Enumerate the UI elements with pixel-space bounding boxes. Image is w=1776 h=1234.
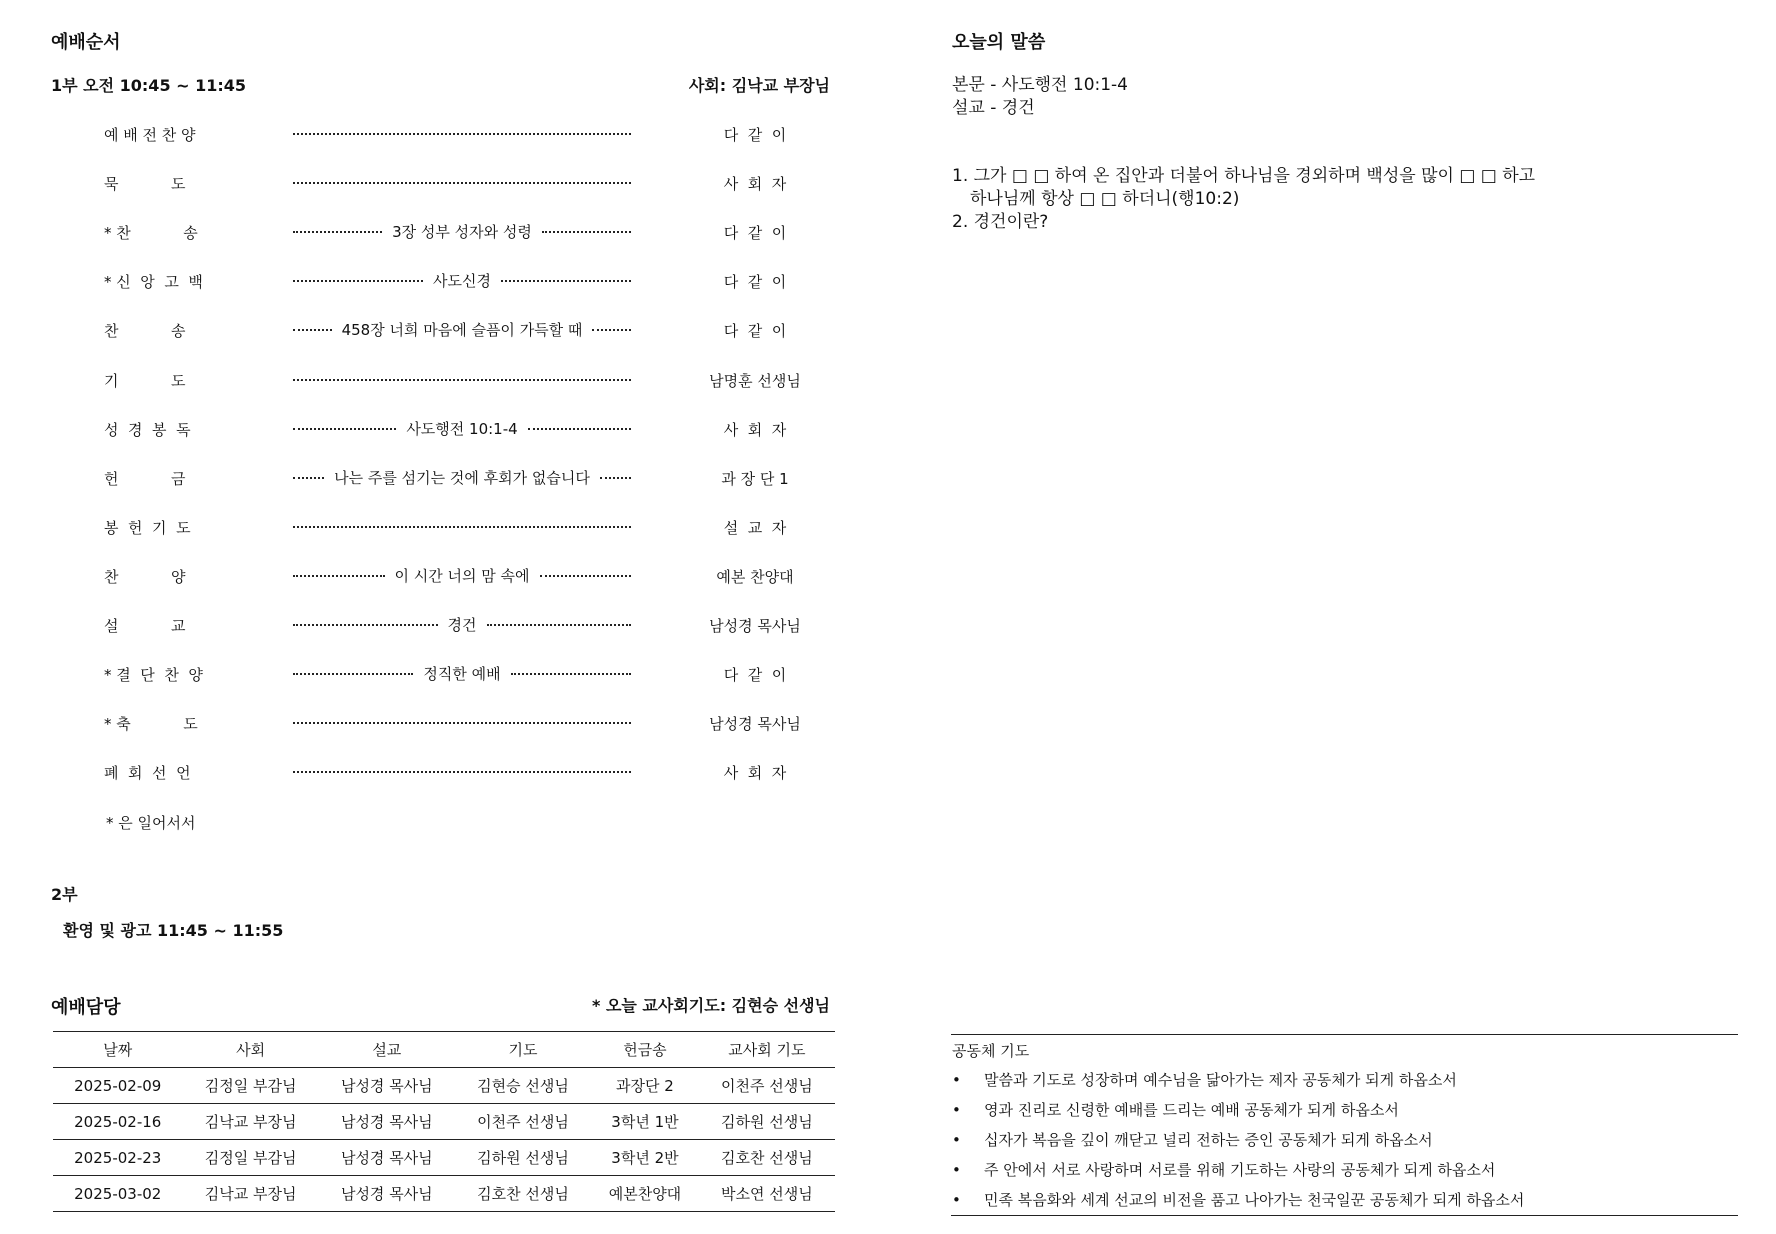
- duty-cell: 2025-02-09: [74, 1076, 162, 1095]
- order-item-responsible: 사 회 자: [723, 764, 787, 782]
- order-item-leader: [293, 663, 631, 683]
- duty-cell: 예본찬양대: [608, 1185, 682, 1203]
- duty-cell: 김정일 부감님: [204, 1149, 297, 1167]
- order-item-responsible: 다 같 이: [723, 126, 787, 144]
- order-item-leader: [293, 712, 631, 732]
- order-item-label: 봉 헌 기 도: [104, 519, 191, 537]
- duty-cell: 김정일 부감님: [204, 1077, 297, 1095]
- order-item-leader: [293, 270, 631, 290]
- list-item: [952, 1065, 1738, 1095]
- duty-cell: 남성경 목사님: [340, 1077, 433, 1095]
- prayer-text: 십자가 복음을 깊이 깨닫고 널리 전하는 증인 공동체가 되게 하옵소서: [984, 1131, 1433, 1149]
- order-item-label: * 신 앙 고 백: [104, 273, 203, 291]
- duty-header-row: [53, 1032, 835, 1068]
- duty-title: 예배담당: [51, 997, 121, 1018]
- table-row: [53, 1176, 835, 1212]
- order-item-label: 찬 송: [104, 322, 186, 340]
- duty-column-header: 기도: [508, 1041, 538, 1059]
- order-item-detail: 사도신경: [433, 271, 491, 290]
- order-item-detail: 사도행전 10:1-4: [406, 419, 518, 438]
- order-item-label: 성 경 봉 독: [104, 421, 191, 439]
- bullet-icon: •: [952, 1161, 961, 1179]
- order-item-label: 찬 양: [104, 568, 186, 586]
- scripture-text: 본문 - 사도행전 10:1-4: [952, 75, 1129, 95]
- order-item-responsible: 다 같 이: [723, 273, 787, 291]
- duty-cell: 2025-02-23: [74, 1148, 162, 1167]
- duty-cell: 김현승 선생님: [477, 1077, 569, 1095]
- sermon-title: 설교 - 경건: [952, 98, 1035, 118]
- duty-column-header: 설교: [372, 1041, 402, 1059]
- order-item-label: 예 배 전 찬 양: [104, 126, 196, 144]
- part1-time: 1부 오전 10:45 ~ 11:45: [51, 76, 247, 95]
- bullet-icon: •: [952, 1071, 961, 1089]
- duty-column-header: 헌금송: [623, 1041, 667, 1059]
- order-item-responsible: 다 같 이: [723, 322, 787, 340]
- order-item-detail: 458장 너희 마음에 슬픔이 가득할 때: [341, 320, 583, 339]
- duty-cell: 박소연 선생님: [721, 1185, 813, 1203]
- order-item-detail: 이 시간 너의 맘 속에: [394, 566, 530, 585]
- order-item-label: * 찬 송: [104, 224, 198, 242]
- duty-cell: 2025-02-16: [74, 1112, 162, 1131]
- order-item-responsible: 다 같 이: [723, 666, 787, 684]
- order-item-responsible: 남성경 목사님: [709, 617, 801, 635]
- table-row: [53, 1104, 835, 1140]
- order-item-responsible: 남명훈 선생님: [709, 372, 801, 390]
- part2-item: 환영 및 광고 11:45 ~ 11:55: [63, 921, 284, 940]
- duty-cell: 이천주 선생님: [721, 1077, 813, 1095]
- order-item-responsible: 사 회 자: [723, 421, 787, 439]
- order-item-detail: 나는 주를 섬기는 것에 후회가 없습니다: [334, 468, 590, 487]
- order-item-label: 기 도: [104, 372, 186, 390]
- duty-cell: 남성경 목사님: [340, 1113, 433, 1131]
- list-item: [952, 1125, 1738, 1155]
- order-item-leader: [293, 319, 631, 339]
- duty-cell: 3학년 2반: [611, 1149, 679, 1167]
- community-title: 공동체 기도: [952, 1042, 1030, 1060]
- list-item: [952, 1155, 1738, 1185]
- presider: 사회: 김낙교 부장님: [688, 76, 830, 95]
- prayer-text: 말씀과 기도로 성장하며 예수님을 닮아가는 제자 공동체가 되게 하옵소서: [984, 1071, 1457, 1089]
- teacher-prayer: * 오늘 교사회기도: 김현승 선생님: [592, 996, 830, 1015]
- duty-column-header: 사회: [236, 1041, 266, 1059]
- duty-cell: 이천주 선생님: [477, 1113, 569, 1131]
- duty-cell: 김하원 선생님: [477, 1149, 569, 1167]
- duty-cell: 김낙교 부장님: [204, 1185, 297, 1203]
- community-top-rule: [951, 1034, 1738, 1035]
- order-item-responsible: 예본 찬양대: [716, 568, 794, 586]
- duty-cell: 2025-03-02: [74, 1184, 162, 1203]
- order-item-detail: 경건: [447, 615, 477, 634]
- duty-cell: 남성경 목사님: [340, 1149, 433, 1167]
- community-prayer-list: [952, 1065, 1738, 1215]
- question-1-line-2: 하나님께 항상 □ □ 하더니(행10:2): [970, 189, 1240, 209]
- order-item-leader: [293, 418, 631, 438]
- order-item-leader: [293, 467, 631, 487]
- duty-cell: 과장단 2: [616, 1077, 674, 1095]
- duty-column-header: 교사회 기도: [728, 1041, 806, 1059]
- table-row: [53, 1068, 835, 1104]
- order-item-label: * 결 단 찬 양: [104, 666, 203, 684]
- table-row: [53, 1140, 835, 1176]
- bullet-icon: •: [952, 1191, 961, 1209]
- duty-cell: 3학년 1반: [611, 1113, 679, 1131]
- list-item: [952, 1095, 1738, 1125]
- order-item-responsible: 사 회 자: [723, 175, 787, 193]
- prayer-text: 영과 진리로 신령한 예배를 드리는 예배 공동체가 되게 하옵소서: [984, 1101, 1399, 1119]
- list-item: [952, 1185, 1738, 1215]
- order-item-leader: [293, 614, 631, 634]
- order-item-leader: [293, 761, 631, 781]
- order-item-responsible: 남성경 목사님: [709, 715, 801, 733]
- community-bottom-rule: [951, 1215, 1738, 1216]
- order-item-leader: [293, 123, 631, 143]
- duty-column-header: 날짜: [103, 1041, 133, 1059]
- bullet-icon: •: [952, 1101, 961, 1119]
- duty-cell: 김낙교 부장님: [204, 1113, 297, 1131]
- duty-cell: 김호찬 선생님: [721, 1149, 813, 1167]
- order-item-detail: 3장 성부 성자와 성령: [392, 222, 532, 241]
- question-2: 2. 경건이란?: [952, 212, 1049, 232]
- order-item-responsible: 과 장 단 1: [721, 470, 789, 488]
- order-item-label: 폐 회 선 언: [104, 764, 191, 782]
- standing-note: * 은 일어서서: [106, 814, 196, 832]
- order-item-leader: [293, 565, 631, 585]
- order-item-label: 헌 금: [104, 470, 186, 488]
- order-item-label: 설 교: [104, 617, 186, 635]
- duty-cell: 김하원 선생님: [721, 1113, 813, 1131]
- order-item-label: * 축 도: [104, 715, 198, 733]
- duty-table: [53, 1031, 835, 1212]
- duty-cell: 남성경 목사님: [340, 1185, 433, 1203]
- order-item-leader: [293, 516, 631, 536]
- word-title: 오늘의 말씀: [952, 32, 1046, 53]
- order-item-label: 묵 도: [104, 175, 186, 193]
- order-item-detail: 정직한 예배: [423, 664, 501, 683]
- order-item-leader: [293, 369, 631, 389]
- part2-title: 2부: [51, 885, 78, 904]
- question-1-line-1: 1. 그가 □ □ 하여 온 집안과 더불어 하나님을 경외하며 백성을 많이 □ □ 하고: [952, 166, 1536, 186]
- order-item-leader: [293, 172, 631, 192]
- order-item-responsible: 다 같 이: [723, 224, 787, 242]
- order-title: 예배순서: [51, 32, 121, 53]
- order-item-responsible: 설 교 자: [723, 519, 787, 537]
- duty-cell: 김호찬 선생님: [477, 1185, 569, 1203]
- prayer-text: 주 안에서 서로 사랑하며 서로를 위해 기도하는 사랑의 공동체가 되게 하옵소서: [984, 1161, 1496, 1179]
- order-item-leader: [293, 221, 631, 241]
- prayer-text: 민족 복음화와 세계 선교의 비전을 품고 나아가는 천국일꾼 공동체가 되게 하옵소서: [984, 1191, 1525, 1209]
- bullet-icon: •: [952, 1131, 961, 1149]
